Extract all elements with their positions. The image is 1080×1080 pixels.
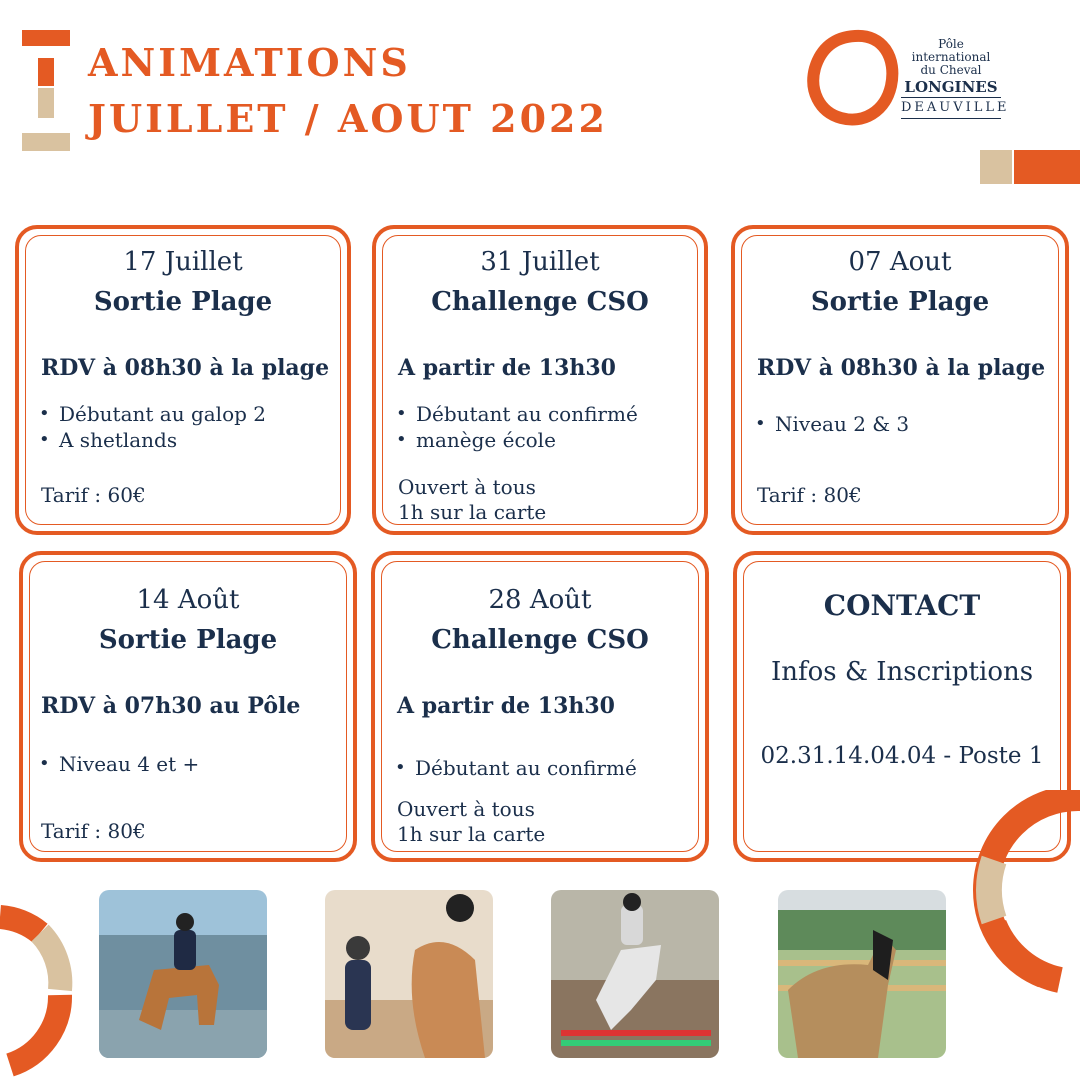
event-rdv: A partir de 13h30 bbox=[397, 693, 615, 719]
event-card bbox=[19, 551, 357, 862]
event-footer-line: 1h sur la carte bbox=[398, 500, 547, 524]
event-card bbox=[731, 225, 1069, 535]
event-footer-line: Tarif : 60€ bbox=[41, 483, 146, 507]
logo-line1: Pôle international bbox=[911, 37, 991, 64]
event-rdv: RDV à 08h30 à la plage bbox=[41, 355, 330, 381]
event-items bbox=[393, 755, 637, 781]
event-name: Sortie Plage bbox=[810, 287, 990, 317]
event-footer bbox=[41, 483, 146, 508]
event-card bbox=[371, 551, 709, 862]
contact-phone: 02.31.14.04.04 - Poste 1 bbox=[760, 743, 1044, 769]
show-jumping-photo bbox=[551, 890, 719, 1058]
event-footer bbox=[398, 475, 546, 525]
event-item: • Débutant au galop 2 bbox=[37, 401, 266, 427]
beach-rider-photo bbox=[99, 890, 267, 1058]
logo-line2: du Cheval bbox=[920, 63, 982, 77]
event-name: Challenge CSO bbox=[431, 625, 649, 655]
event-rdv: A partir de 13h30 bbox=[398, 355, 616, 381]
event-name: Sortie Plage bbox=[93, 287, 273, 317]
event-date: 28 Août bbox=[488, 585, 592, 615]
event-footer bbox=[757, 483, 862, 508]
event-rdv: RDV à 08h30 à la plage bbox=[757, 355, 1046, 381]
event-date: 17 Juillet bbox=[123, 247, 243, 277]
child-with-pony-photo bbox=[325, 890, 493, 1058]
logo-brand: LONGINES bbox=[901, 77, 1001, 98]
event-footer-line: Tarif : 80€ bbox=[41, 819, 146, 843]
page-title-line2: JUILLET / AOUT 2022 bbox=[88, 96, 608, 141]
event-item: • Niveau 2 & 3 bbox=[753, 411, 909, 437]
event-footer bbox=[397, 797, 545, 847]
contact-subtitle: Infos & Inscriptions bbox=[770, 657, 1034, 687]
event-items bbox=[37, 751, 199, 777]
event-date: 31 Juillet bbox=[480, 247, 600, 277]
event-footer-line: Tarif : 80€ bbox=[757, 483, 862, 507]
page-title-line1: ANIMATIONS bbox=[88, 40, 411, 85]
event-card bbox=[372, 225, 708, 535]
logo-ring-icon bbox=[805, 28, 905, 128]
contact-title: CONTACT bbox=[823, 589, 981, 622]
event-footer-line: 1h sur la carte bbox=[397, 822, 546, 846]
event-items bbox=[37, 401, 266, 453]
ring-decoration-right-icon bbox=[960, 790, 1080, 1000]
event-items bbox=[753, 411, 909, 437]
event-item: • Niveau 4 et + bbox=[37, 751, 199, 777]
event-card bbox=[15, 225, 351, 535]
event-item: • Débutant au confirmé bbox=[393, 755, 637, 781]
event-item: • Débutant au confirmé bbox=[394, 401, 638, 427]
event-footer-line: Ouvert à tous bbox=[397, 797, 535, 821]
logo-city: DEAUVILLE bbox=[901, 98, 1001, 119]
logo bbox=[805, 28, 1015, 128]
event-footer bbox=[41, 819, 146, 844]
event-name: Sortie Plage bbox=[98, 625, 278, 655]
event-name: Challenge CSO bbox=[431, 287, 649, 317]
event-footer-line: Ouvert à tous bbox=[398, 475, 536, 499]
event-date: 14 Août bbox=[136, 585, 240, 615]
ring-decoration-left-icon bbox=[0, 905, 80, 1080]
event-date: 07 Aout bbox=[848, 247, 952, 277]
event-item: • A shetlands bbox=[37, 427, 266, 453]
pony-in-paddock-photo bbox=[778, 890, 946, 1058]
event-rdv: RDV à 07h30 au Pôle bbox=[41, 693, 301, 719]
event-item: • manège école bbox=[394, 427, 638, 453]
event-items bbox=[394, 401, 638, 453]
